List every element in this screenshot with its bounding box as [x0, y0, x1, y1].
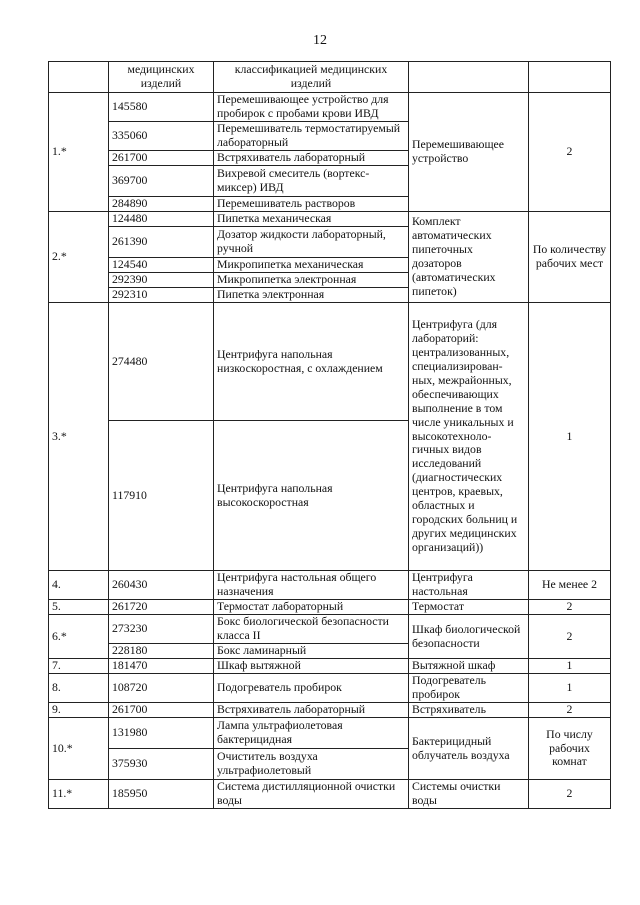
row-number: 8. — [49, 674, 109, 703]
item-code: 124480 — [109, 212, 214, 227]
row-number: 3.* — [49, 303, 109, 571]
item-name: Встряхиватель лабораторный — [214, 703, 409, 718]
item-name: Центрифуга напольная высокоскоростная — [214, 421, 409, 571]
equipment-type: Шкаф биологической безопасности — [409, 615, 529, 659]
item-name: Перемешивающее устройство для пробирок с пробами крови ИВД — [214, 93, 409, 122]
item-code: 108720 — [109, 674, 214, 703]
item-name: Встряхиватель лабораторный — [214, 151, 409, 166]
quantity: 2 — [529, 600, 611, 615]
equipment-type: Центрифуга настольная — [409, 571, 529, 600]
item-code: 375930 — [109, 749, 214, 780]
item-code: 335060 — [109, 122, 214, 151]
equipment-type: Бактерицидный облучатель воздуха — [409, 718, 529, 780]
quantity: 1 — [529, 674, 611, 703]
table-row — [49, 303, 611, 421]
row-number: 5. — [49, 600, 109, 615]
item-name: Пипетка электронная — [214, 288, 409, 303]
item-name: Пипетка механическая — [214, 212, 409, 227]
item-code: 292390 — [109, 273, 214, 288]
item-name: Подогреватель пробирок — [214, 674, 409, 703]
table-row — [49, 615, 611, 644]
item-code: 261720 — [109, 600, 214, 615]
item-name: Центрифуга напольная низкоскоростная, с охлаждением — [214, 303, 409, 421]
quantity: 2 — [529, 780, 611, 809]
table-row — [49, 659, 611, 674]
equipment-type: Перемешивающее устройство — [409, 93, 529, 212]
row-number: 11.* — [49, 780, 109, 809]
row-number: 4. — [49, 571, 109, 600]
item-code: 261700 — [109, 151, 214, 166]
table-row — [49, 600, 611, 615]
quantity: Не менее 2 — [529, 571, 611, 600]
item-name: Перемешиватель термостатируемый лабораторный — [214, 122, 409, 151]
item-name: Система дистилляционной очистки воды — [214, 780, 409, 809]
item-code: 131980 — [109, 718, 214, 749]
item-name: Лампа ультрафиолетовая бактерицидная — [214, 718, 409, 749]
quantity: По количеству рабочих мест — [529, 212, 611, 303]
table-row — [49, 718, 611, 749]
equipment-type: Встряхиватель — [409, 703, 529, 718]
item-code: 145580 — [109, 93, 214, 122]
item-code: 369700 — [109, 166, 214, 197]
row-number: 9. — [49, 703, 109, 718]
item-code: 185950 — [109, 780, 214, 809]
header-cell-quantity — [529, 62, 611, 93]
row-number: 7. — [49, 659, 109, 674]
item-name: Дозатор жидкости лабораторный, ручной — [214, 227, 409, 258]
header-cell-name: классификацией медицинских изделий — [214, 62, 409, 93]
equipment-type: Комплект автоматических пипеточных дозаторов (автоматических пипеток) — [409, 212, 529, 303]
page-number: 12 — [313, 33, 327, 48]
item-code: 261700 — [109, 703, 214, 718]
header-cell-number — [49, 62, 109, 93]
item-name: Очиститель воздуха ультрафиолетовый — [214, 749, 409, 780]
item-code: 228180 — [109, 644, 214, 659]
table-row — [49, 212, 611, 227]
table-row — [49, 93, 611, 122]
table-row — [49, 780, 611, 809]
equipment-type: Системы очистки воды — [409, 780, 529, 809]
quantity: 1 — [529, 303, 611, 571]
item-code: 261390 — [109, 227, 214, 258]
item-name: Термостат лабораторный — [214, 600, 409, 615]
item-name: Микропипетка электронная — [214, 273, 409, 288]
equipment-type: Подогреватель пробирок — [409, 674, 529, 703]
item-name: Бокс биологической безопасности класса II — [214, 615, 409, 644]
row-number: 6.* — [49, 615, 109, 659]
table-header-row — [49, 62, 611, 93]
item-code: 124540 — [109, 258, 214, 273]
item-name: Перемешиватель растворов — [214, 197, 409, 212]
quantity: По числу рабочих комнат — [529, 718, 611, 780]
item-code: 274480 — [109, 303, 214, 421]
item-name: Микропипетка механическая — [214, 258, 409, 273]
item-code: 117910 — [109, 421, 214, 571]
header-cell-type — [409, 62, 529, 93]
item-name: Бокс ламинарный — [214, 644, 409, 659]
table-row — [49, 674, 611, 703]
row-number: 10.* — [49, 718, 109, 780]
item-code: 273230 — [109, 615, 214, 644]
table-row — [49, 571, 611, 600]
item-name: Шкаф вытяжной — [214, 659, 409, 674]
item-code: 284890 — [109, 197, 214, 212]
equipment-type: Термостат — [409, 600, 529, 615]
quantity: 1 — [529, 659, 611, 674]
item-code: 292310 — [109, 288, 214, 303]
equipment-type: Центрифуга (для лабораторий: централизованных, специализирован-ных, межрайонных, обеспечивающих выполнение в том числе уникальных и высокотехноло-гичных видов исследований (диагностических центров, краевых, областных и городских больниц и других медицинских организаций)) — [409, 303, 529, 571]
quantity: 2 — [529, 703, 611, 718]
row-number: 1.* — [49, 93, 109, 212]
item-name: Вихревой смеситель (вортекс-миксер) ИВД — [214, 166, 409, 197]
item-code: 181470 — [109, 659, 214, 674]
item-name: Центрифуга настольная общего назначения — [214, 571, 409, 600]
header-cell-code: медицинских изделий — [109, 62, 214, 93]
table-row — [49, 703, 611, 718]
equipment-table — [48, 61, 611, 809]
equipment-type: Вытяжной шкаф — [409, 659, 529, 674]
quantity: 2 — [529, 93, 611, 212]
row-number: 2.* — [49, 212, 109, 303]
item-code: 260430 — [109, 571, 214, 600]
quantity: 2 — [529, 615, 611, 659]
